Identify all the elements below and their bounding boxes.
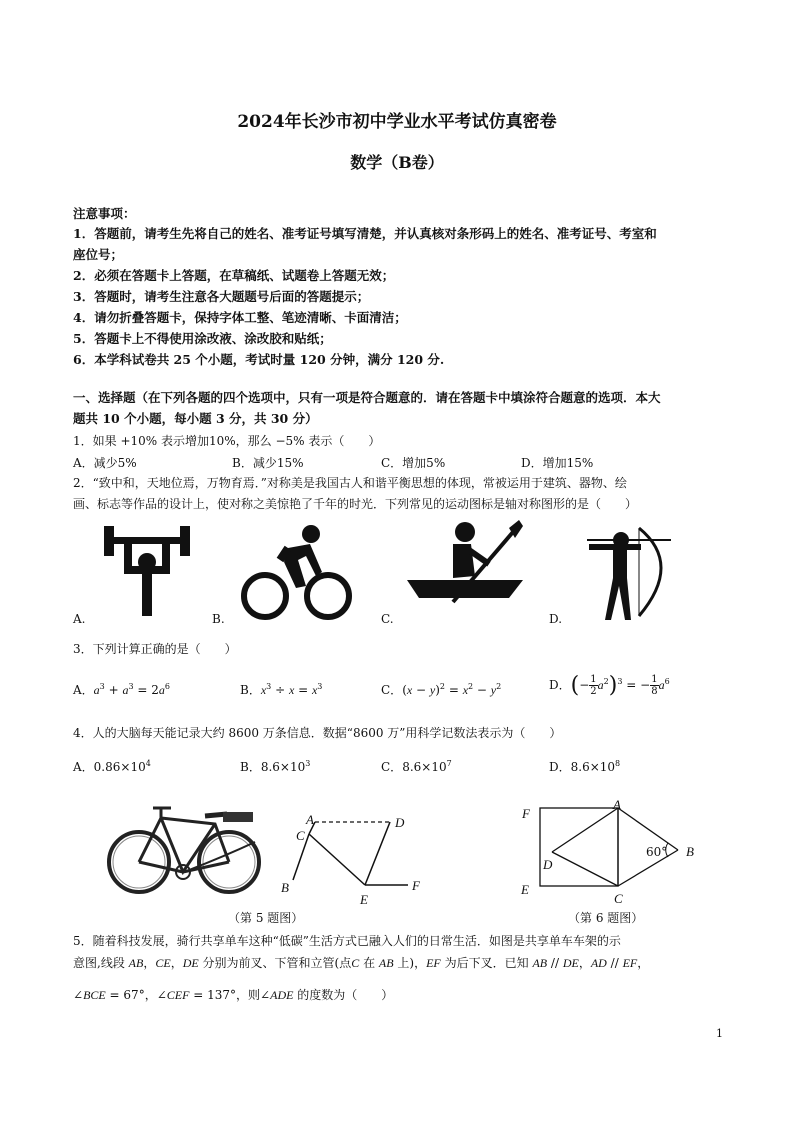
page-number: 1 <box>716 1027 723 1040</box>
geometry-diagram <box>530 798 700 898</box>
question-1-option-b: B．减少15% <box>232 456 304 470</box>
fig5-label-f: F <box>412 878 420 893</box>
cyclist-icon <box>240 520 355 624</box>
question-5-stem: 5．随着科技发展，骑行共享单车这种“低碳”生活方式已融入人们的日常生活．如图是共享单车车架的示 <box>73 934 621 948</box>
question-4-stem: 4．人的大脑每天能记录大约 8600 万条信息．数据“8600 万”用科学记数法表示为（ ） <box>73 726 562 740</box>
fig6-label-f: F <box>522 806 530 821</box>
question-5-stem-end: ∠BCE = 67°，∠CEF = 137°，则∠ADE 的度数为（ ） <box>73 988 394 1002</box>
question-2-stem: 2．“致中和，天地位焉，万物育焉．”对称美是我国古人和谐平衡思想的体现，常被运用于建筑、器物、绘 <box>73 476 627 490</box>
weightlifter-icon <box>100 520 200 620</box>
archer-icon <box>585 520 680 620</box>
question-2-option-c: C. <box>381 612 394 626</box>
fig6-label-d: D <box>543 857 553 872</box>
fig6-label-e: E <box>521 882 529 897</box>
section-heading: 一、选择题（在下列各题的四个选项中，只有一项是符合题意的．请在答题卡中填涂符合题意的选项．本大 <box>73 390 661 405</box>
note-item: 6．本学科试卷共 25 个小题，考试时量 120 分钟，满分 120 分. <box>73 352 445 367</box>
fig5-label-b: B <box>281 880 289 895</box>
question-4-option-d: D．$8.6\times 10^8$ <box>549 759 621 774</box>
figure-5-caption: （第 5 题图） <box>228 911 304 925</box>
fig6-label-a: A <box>613 797 621 812</box>
note-item: 3．答题时，请考生注意各大题题号后面的答题提示； <box>73 289 370 304</box>
fig5-label-e: E <box>360 892 368 907</box>
bike-frame-diagram <box>275 810 435 905</box>
question-1-stem: 1．如果 +10% 表示增加10%，那么 −5% 表示（ ） <box>73 434 381 448</box>
question-4-option-a: A．$0.86\times 10^4$ <box>73 759 151 774</box>
note-item: 4．请勿折叠答题卡，保持字体工整、笔迹清晰、卡面清洁； <box>73 310 407 325</box>
question-1-option-c: C．增加5% <box>381 456 446 470</box>
question-3-option-a: A．$a^3 + a^3 = 2a^6$ <box>73 682 170 697</box>
page-subtitle: 数学（B卷） <box>350 153 444 172</box>
question-2-option-b: B. <box>212 612 225 626</box>
question-2-option-a: A. <box>73 612 86 626</box>
question-4-option-b: B．$8.6\times 10^3$ <box>240 759 311 774</box>
figure-6-caption: （第 6 题图） <box>568 911 644 925</box>
fig5-label-d: D <box>395 815 405 830</box>
question-1-option-d: D．增加15% <box>521 456 594 470</box>
fig5-label-c: C <box>296 828 305 843</box>
fig6-angle-label: 60° <box>646 845 668 859</box>
note-item: 座位号； <box>73 247 124 262</box>
question-4-option-c: C．$8.6\times 10^7$ <box>381 759 452 774</box>
question-3-option-d: D．(− $\frac{1}{2}$ $a^2)^3$ = − $\frac{1}{8}$ $a^6$ <box>549 673 670 698</box>
note-item: 5．答题卡上不得使用涂改液、涂改胶和贴纸； <box>73 331 332 346</box>
question-3-option-c: C．$(x - y)^2 = x^2 - y^2$ <box>381 682 502 697</box>
fig6-label-c: C <box>614 891 623 906</box>
fig5-label-a: A <box>306 812 314 827</box>
question-3-option-b: B．$x^3 \div x = x^3$ <box>240 682 323 697</box>
page-title: 2024年长沙市初中学业水平考试仿真密卷 <box>237 112 557 132</box>
notes-heading: 注意事项： <box>73 206 136 221</box>
question-2-option-d: D. <box>549 612 563 626</box>
bicycle-image <box>105 800 265 900</box>
note-item: 1．答题前，请考生先将自己的姓名、准考证号填写清楚，并认真核对条形码上的姓名、准考证号、考室和 <box>73 226 657 241</box>
rowing-icon <box>405 520 530 608</box>
question-1-option-a: A．减少5% <box>73 456 137 470</box>
question-2-stem-cont: 画、标志等作品的设计上，使对称之美惊艳了千年的时光．下列常见的运动图标是轴对称图形的是（ ） <box>73 497 638 511</box>
section-heading-cont: 题共 10 个小题，每小题 3 分，共 30 分） <box>73 411 318 426</box>
question-3-stem: 3．下列计算正确的是（ ） <box>73 642 237 656</box>
note-item: 2．必须在答题卡上答题，在草稿纸、试题卷上答题无效； <box>73 268 395 283</box>
question-5-stem-cont: 意图,线段 AB，CE，DE 分别为前叉、下管和立管(点C 在 AB 上)，EF 为后下叉．已知 AB // DE，AD // EF， <box>73 956 650 970</box>
fig6-label-b: B <box>686 844 694 859</box>
